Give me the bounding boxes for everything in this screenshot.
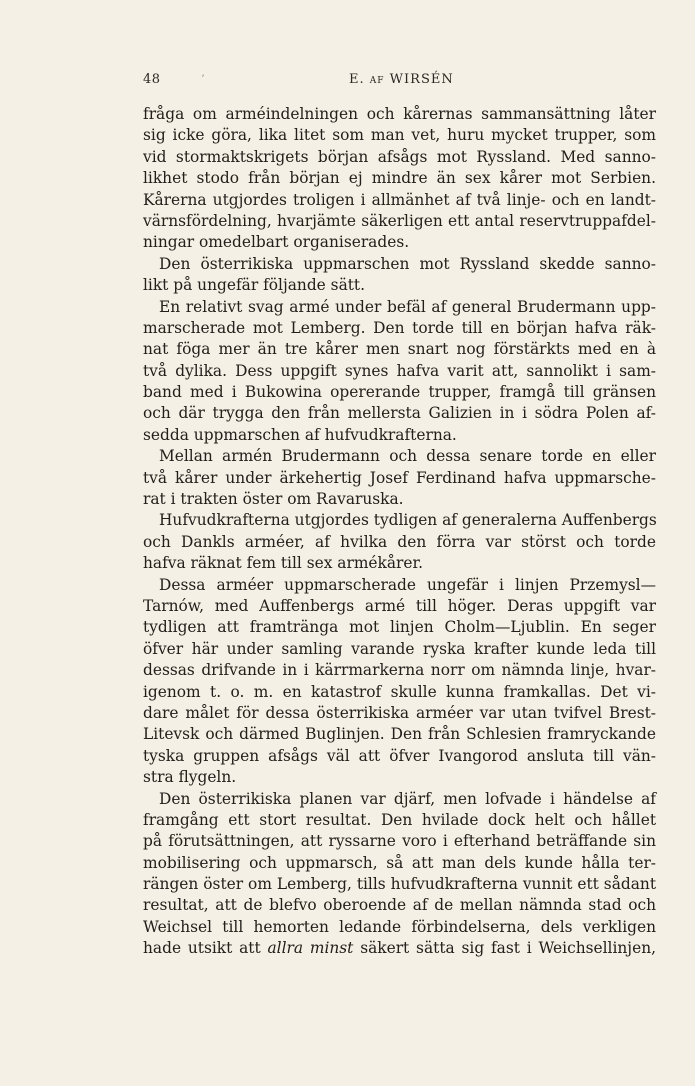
body-text [143, 104, 656, 960]
author-particle: AF [369, 76, 385, 86]
text-line: på förutsättningen, att ryssarne voro i efterhand beträffande sin [143, 832, 656, 851]
text-line: fråga om arméindelningen och kårernas sammansättning låter [143, 105, 656, 123]
text-line: rängen öster om Lemberg, tills hufvudkrafterna vunnit ett sådant [143, 875, 656, 894]
text-line: sedda uppmarschen af hufvudkrafterna. [143, 425, 457, 444]
text-line: ningar omedelbart organiserades. [143, 233, 410, 252]
running-head [143, 72, 653, 94]
text-line: Mellan armén Brudermann och dessa senare torde en eller [159, 447, 656, 466]
final-line-italic: allra minst [267, 939, 354, 958]
text-line: Den österrikiska planen var djärf, men lofvade i händelse af [159, 789, 656, 808]
text-line: likt på ungefär följande sätt. [143, 276, 366, 295]
text-line: likhet stodo från början ej mindre än sex kårer mot Serbien. [143, 169, 656, 188]
text-line: Den österrikiska uppmarschen mot Ryssland skedde sanno- [159, 254, 656, 273]
text-line: stra flygeln. [143, 768, 237, 787]
text-line: dessas drifvande in i kärrmarkerna norr om nämnda linje, hvar- [143, 661, 656, 680]
text-line: Kårerna utgjordes troligen i allmänhet af två linje- och en landt- [143, 190, 656, 209]
page-number: 48 [143, 72, 161, 87]
text-line: tydligen att framtränga mot linjen Cholm—Ljublin. En seger [143, 618, 656, 637]
text-line: två kårer under ärkehertig Josef Ferdinand hafva uppmarsche- [143, 468, 656, 487]
text-line: öfver här under samling varande ryska krafter kunde leda till [143, 639, 656, 658]
text-line: Weichsel till hemorten ledande förbindelserna, dels verkligen [143, 917, 656, 936]
text-line: hafva räknat fem till sex armékårer. [143, 554, 424, 573]
text-line: dare målet för dessa österrikiska arméer var utan tvifvel Brest- [143, 703, 656, 722]
stray-mark: ʼ [201, 74, 205, 85]
text-line: tyska gruppen afsågs väl att öfver Ivangorod ansluta till vän- [143, 746, 656, 765]
author-initial: E. [349, 72, 365, 87]
text-line: nat föga mer än tre kårer men snart nog förstärkts med en à [143, 340, 656, 359]
text-line-final [143, 938, 656, 959]
text-line: mobilisering och uppmarsch, så att man dels kunde hålla ter- [143, 853, 656, 872]
final-line-before: hade utsikt att [143, 939, 268, 958]
text-line: band med i Bukowina opererande trupper, framgå till gränsen [143, 383, 656, 402]
text-line: framgång ett stort resultat. Den hvilade dock helt och hållet [143, 810, 656, 829]
author-name [349, 72, 454, 87]
text-line: och där trygga den från mellersta Galizien in i södra Polen af- [143, 404, 656, 423]
text-line: Tarnów, med Auffenbergs armé till höger. Deras uppgift var [143, 596, 656, 615]
author-surname: WIRSÉN [389, 72, 454, 87]
text-line: och Dankls arméer, af hvilka den förra var störst och torde [143, 532, 656, 551]
text-line: resultat, att de blefvo oberoende af de mellan nämnda stad och [143, 896, 656, 915]
text-line: rat i trakten öster om Ravaruska. [143, 490, 404, 509]
final-line-after: säkert sätta sig fast i Weichsellinjen, [353, 939, 656, 958]
text-line: Hufvudkrafterna utgjordes tydligen af generalerna Auffenbergs [159, 511, 657, 530]
text-line: vid stormaktskrigets början afsågs mot Ryssland. Med sanno- [143, 147, 656, 166]
text-line: sig icke göra, lika litet som man vet, huru mycket trupper, som [143, 126, 656, 145]
text-line: värnsfördelning, hvarjämte säkerligen ett antal reservtruppafdel- [143, 211, 656, 230]
text-line: Litevsk och därmed Buglinjen. Den från Schlesien framryckande [143, 725, 656, 744]
text-line: Dessa arméer uppmarscherade ungefär i linjen Przemysl— [159, 575, 656, 594]
text-line: två dylika. Dess uppgift synes hafva varit att, sannolikt i sam- [143, 361, 656, 380]
text-line: marscherade mot Lemberg. Den torde till en början hafva räk- [143, 318, 656, 337]
text-line: igenom t. o. m. en katastrof skulle kunna framkallas. Det vi- [143, 682, 656, 701]
text-line: En relativt svag armé under befäl af general Brudermann upp- [159, 297, 656, 316]
